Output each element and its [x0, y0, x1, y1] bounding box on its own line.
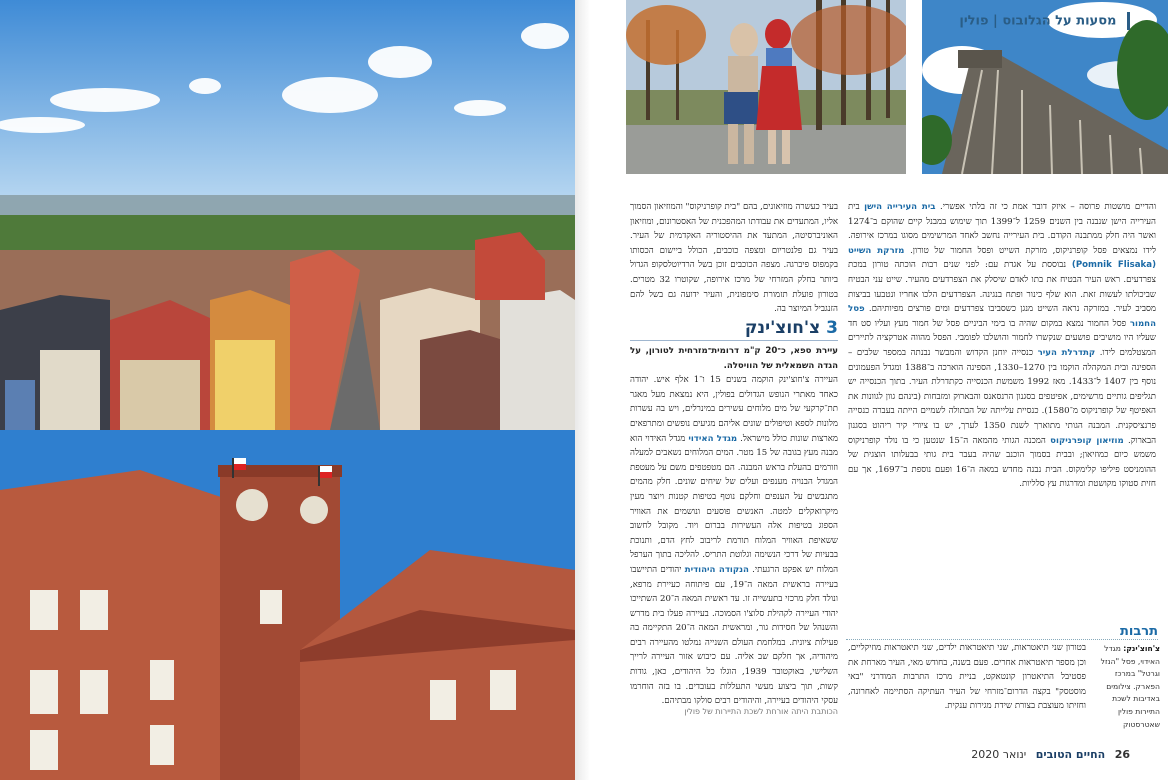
subhead-jewish-point: הנקודה היהודית: [684, 564, 749, 575]
paragraph-cathedral: כנסייה יוחנן הקדוש והמבשר נבנתה במספר שלבים – הספינה ובית המקהלה הוקמו בין 1270–1330, הספינה הוארכה ב־1388 ומגדל הפעמונים נוסף בין 1407 ל־1433. מאז 1992 משמשת הכנסייה כקתדרלת העיר. בתוך הכנסייה יש תגליפים גותיים מרשימים, אפיטפים בסגנון הרנסאנס והבארוק ומזבחות (בינהם גוון לגוונות את האפיטף של קופרניקוס מ־1580). כנסיית עלייתה של הבתולה לשמיים הייתה בעברה כנסייה פרנציסקנית. המבנה הגותי מתוארך לשנת 1350 לערך, יש בו ציורי קיר ריהוט בסגנון הבארוק.: [848, 347, 1157, 446]
chapter-number: 3: [826, 318, 838, 338]
subhead-old-town-hall: בית העירייה הישן: [864, 202, 936, 212]
article-column-left: [630, 200, 838, 317]
caption-title: צ'חוצ'ינק:: [1123, 644, 1160, 653]
paragraph-museums: בעיר כעשרה מוזיאונים, בהם "בית קופרניקוס" והמוזיאון הסמוך אליו, המתעדים את עבודתו המהפכנית של האסטרונום, ומוזיאון האוניברסיטה, המתעד את ההיסטוריה האקדמית של העיר. בעיר גם פלנטריום ומצפה כוכבים, הכולל ביישום הכסותו בקמפוס פיברגה. מצפה הכוכבים זוכן בשל הרדיוטלסקופ הגדול ביותר בחלק המזרחי של מרכז אירופה, שקוטרו 32 מטרים. בטורון פועלת תזמורת סימפונית, והעיר ידועה גם בשל להם הזנגביל המיוצר בה.: [630, 202, 838, 315]
photo-caption: [1094, 643, 1160, 731]
page-number: 26: [1114, 748, 1130, 761]
culture-paragraph: בטורון שני תיאטראות, שני תיאטראות ילדים, שני תיאטראות מוזיקליים, וכן מספר תיאטראות אחרים. פעם בשנה, בחודש מאי, העיר מארחת את פסטיבל התיאטרון קונטאקט, בניית מרכז התרבות המודרני "באי מוסטסק" בקצה הדרום־מזרחי של העיר העתיקה הסתיימה לאחרונה, וחזיתו מעוצבת בצורת שידת מגירות ענקית.: [848, 643, 1086, 712]
culture-heading: תרבות: [846, 624, 1158, 640]
paragraph-intro: והדיים מושטות פרוסה – איזק דובר אמת כי זה בלתי אפשרי.: [939, 202, 1157, 212]
section-header: מסעות על הגלובוס | פולין: [959, 12, 1130, 30]
subhead-copernicus-museum: מוזיאון קופרניקוס: [1050, 435, 1124, 446]
issue-date: ינואר 2020: [971, 748, 1027, 761]
header-accent-bar: [1127, 12, 1130, 30]
page-footer: [971, 748, 1130, 761]
chapter-title: צ'חוצ'ינק: [744, 318, 821, 338]
paragraph-spa-town: העיירה צ'חוצ'ינק הוקמה בשנים 15 ו־1 אלף איש. יהודה כאחד מאתרי הנופש הגדולים בפולין, היא נמצאת מעל מאגר תת־קרקעי של מים מלוחים עשירים במינרלים, ויש בה עשרות מלונות לספא וטיפולים שונים אליהם מגיעים נופשים ומתרפאים מארצות שונות כולל מישראל.: [630, 375, 839, 444]
article-column-right: [848, 200, 1156, 492]
caption-text: מגדל האידוי, פסל "הנזל וגרטל" במרכז הפארק. צילומים באדיבות לשכת התיירות פולין שאטרסטוק: [1100, 644, 1160, 729]
subhead-graduation-tower: מגדל האידוי: [688, 433, 738, 444]
magazine-name: החיים הטובים: [1035, 748, 1106, 761]
subhead-raftsman-fountain: מזרקת השייט (Pomnik Flisaka): [848, 245, 1157, 271]
paragraph-raftsman-fountain: נבוססת על אגדת עם: לפני שנים רבות הוכתה טורון במכת צפרדעים. ראש העיר הבטיח את בתו לאדם שיסלק את הצפרדעים מהעיר. שייט עני הבטיח שביכולתו לעשות זאת. הוא שלף כינור ופתח בנגינה. הצפרדעים הלכו אחריו ונטבעו בביצות מסביב לעיר. במזרקה נראה השייט מנגן כשסביבו צפרדעים ומים פורצים מפיותיהם.: [848, 260, 1157, 315]
paragraph-jewish-history: יהודים התיישבו בעיירה בראשית המאה ה־19, עם פיתוחה כעיירת מרפא, ונולד חלק מרכזי בתעשייה זו. עד ראשית המאה ה־20 השתייכו יהודי העיירה לקהילת סלוצ'ו הסמוכה. בעיירה פעלו בית מדרש והשנהל של חסידות גור, ומראשית המאה ה־20 התקיימה בה פעילות ציונית. במלחמת העולם השנייה נמלטו מהעיירה רבים מיהודיה, אך חלקם שב אליה. עם כיבוש אזור העיירה לרייך השלישי, באוקטובר 1939, הוגלו כל היהודים, כאן, גודות קשות, תוך ביצוע מעשי התעללות בעובדים. בו בזה הוחרמו עסקי היהודים בעיירה, והיהודים רבים סולקו מבתיהם.: [630, 564, 839, 707]
hansel-gretel-statue-photo: [626, 0, 906, 174]
paragraph-graduation-tower: מגדל האידוי הוא מבנה מעץ בגובה של 15 מטר. המים המלוחים נשאבים למעלה וזורמים בהעלת בראש המבנה. הם מטפטפים משם על מעטפת המגדל הבנויה מענפים ועלים של שיחים שונים. חלק מהמים מתגבשים על הענפים וחלקם נוטף בטיפות קטנות ויוצר מעין מיקרואקלים למטה. האנשים פוסעים ונושמים את האוויר הספוג בטיפות אלה העשירות בברום ויוד. מקובל לחשוב ששאיפת האוויר המלוח תורמת לריבוב לחץ הדם, ותנוכת בבעיות של דרכי הנשימה וגלוטת התריס. להליכה בתוך הערפל המלוח יש אפקט הרגעתי.: [630, 433, 839, 575]
author-credit: הכותבת היתה אורחת לשכת התיירות של פולין: [684, 707, 838, 716]
chapter-heading: [630, 318, 838, 341]
city-panorama-photo: [0, 0, 575, 430]
subhead-cathedral: קתדרלת העיר: [1037, 347, 1096, 358]
paragraph-copernicus-museum: המכנה הגותי מהמאה ה־15 שנטען כי בו נולד קופרניקוס משמש כיום כמוזיאון; ובבית בסמוך הוכנב שהיה בעבר בית גותי בבעלותו הוצגית של ההומניסט פיליפו קלימקוס. הבית נבנה מחדש במאה ה־16 ופעם נוספת ב־1697, אך עם חזית סטוקו מקושטת ומדרגות עץ סלליות.: [848, 435, 1157, 490]
chapter-body: [630, 344, 838, 709]
header-country: פולין: [959, 13, 989, 29]
page-gutter: [575, 0, 601, 780]
paragraph-donkey-statue: פסל החמור נמצא במקום שהיה בו בימי הביניים פסל של חמור מעץ ועליו סט חד שעליו היו מושיבים פושעים שנקשרו לחמור והושלכו לפומבי. הפסל מהווה אטרקציה לתיירים המצטלמים לידו.: [848, 318, 1157, 358]
paragraph-old-town-hall: בית העירייה הישן שנבנה בין השנים 1259 ל־1399 תוך שימוש במבנל קיים שהוקם ב־1274 ואשר היה חלק ממתבנה הקודם. בית העירייה נחשב לאחד המרשימים מסוגו במרכז אירופה. לידו נמצאים פסל קופרניקוס, מזרקת השייט ופסל החמור של טורון.: [848, 202, 1157, 256]
header-section-title: מסעות על הגלובוס: [1002, 13, 1117, 29]
chapter-lead: עיירת ספא, כ־20 ק"מ דרומית־מזרחית לטורון, על הגדה השמאלית של הוויסלה.: [630, 346, 838, 371]
town-hall-photo: [0, 430, 575, 780]
subhead-donkey-statue: פסל החמור: [848, 304, 1156, 329]
